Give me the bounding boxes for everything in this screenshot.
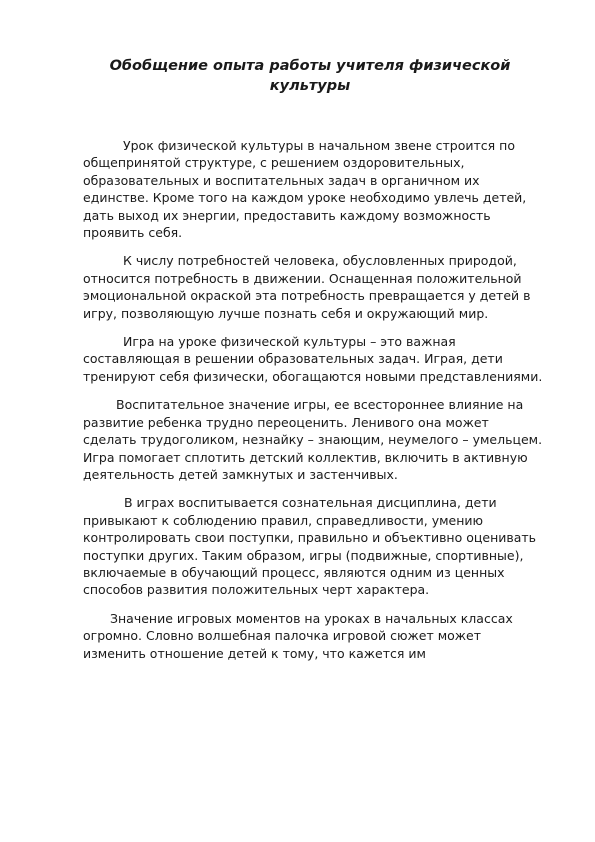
paragraph-6: Значение игровых моментов на уроках в начальных классах огромно. Словно волшебная палочка игровой сюжет может изменить отношение детей к тому, что кажется им bbox=[83, 610, 513, 661]
document-title: Обобщение опыта работы учителя физической культуры bbox=[109, 58, 511, 94]
document-body bbox=[83, 137, 543, 673]
paragraph-5: В играх воспитывается сознательная дисциплина, дети привыкают к соблюдению правил, справедливости, умению контролировать свои поступки, правильно и объективно оценивать поступки других. Таким образом, игры (подвижные, спортивные), включаемые в обучающий процесс, являются одним из ценных способов развития положительных черт характера. bbox=[83, 495, 537, 598]
paragraph-2: К числу потребностей человека, обусловленных природой, относится потребность в движении. Оснащенная положительной эмоциональной окраской эта потребность превращается у детей в игру, позволяющую лучше познать себя и окружающий мир. bbox=[83, 253, 531, 321]
paragraph-1: Урок физической культуры в начальном звене строится по общепринятой структуре, с решением оздоровительных, образовательных и воспитательных задач в органичном их единстве. Кроме того на каждом уроке необходимо увлечь детей, дать выход их энергии, предоставить каждому возможность проявить себя. bbox=[83, 138, 527, 241]
paragraph-4: Воспитательное значение игры, ее всестороннее влияние на развитие ребенка трудно переоценить. Ленивого она может сделать трудоголиком, незнайку – знающим, неумелого – умельцем. Игра помогает сплотить детский коллектив, включить в активную деятельность детей замкнутых и застенчивых. bbox=[83, 397, 543, 482]
paragraph-3: Игра на уроке физической культуры – это важная составляющая в решении образовательных задач. Играя, дети тренируют себя физически, обогащаются новыми представлениями. bbox=[83, 334, 543, 384]
